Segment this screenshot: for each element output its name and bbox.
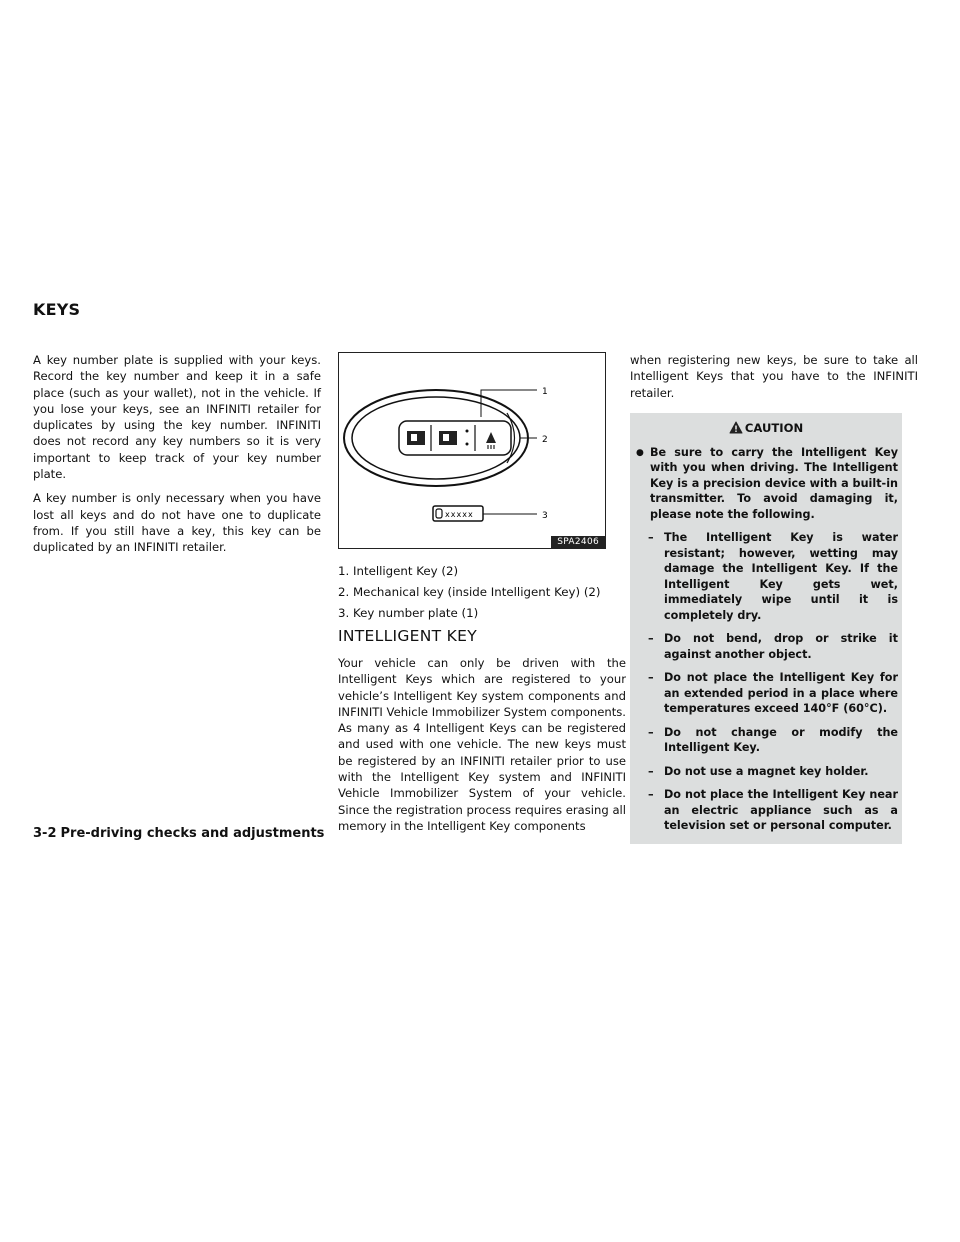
key-plate-paragraph: A key number plate is supplied with your keys. Record the key number and keep it in a safe place (such as your wallet), not in the vehicle. If you lose your keys, see an INFINITI retailer for duplicates by using the key number. INFINITI does not record any key numbers so it is very important to keep track of your key number plate. xyxy=(33,353,321,482)
callout-1: 1 xyxy=(542,387,548,397)
intelligent-key-heading: INTELLIGENT KEY xyxy=(338,627,477,645)
caution-main-text: Be sure to carry the Intelligent Key with you when driving. The Intelligent Key is a precision device with a built-in transmitter. To avoid damaging it, please note the following. xyxy=(650,445,898,521)
plate-text: xxxxx xyxy=(445,510,474,519)
legend-item-key-plate: 3. Key number plate (1) xyxy=(338,606,479,620)
intelligent-key-paragraph: Your vehicle can only be driven with the Intelligent Keys which are registered to your vehicle’s Intelligent Key system components and INFINITI Vehicle Immobilizer System components. As many as 4 Intelligent Keys can be registered and used with one vehicle. The new keys must be registered by an INFINITI retailer prior to use with the Intelligent Key system and INFINITI Vehicle Immobilizer System of your vehicle. Since the registration process requires erasing all memory in the Intelligent Key components xyxy=(338,656,626,833)
panic-button-icon xyxy=(486,432,496,449)
legend-item-intelligent-key: 1. Intelligent Key (2) xyxy=(338,564,459,578)
caution-header xyxy=(630,421,902,435)
figure-id: SPA2406 xyxy=(551,536,605,548)
caution-item: – Do not place the Intelligent Key near an electric appliance such as a television set or personal computer. xyxy=(648,788,898,833)
bullet-icon: ● xyxy=(636,447,644,458)
legend-item-mechanical-key: 2. Mechanical key (inside Intelligent Key) (2) xyxy=(338,585,601,599)
continuation-paragraph: when registering new keys, be sure to take all Intelligent Keys that you have to the INFINITI retailer. xyxy=(630,353,918,400)
caution-item: – Do not bend, drop or strike it against another object. xyxy=(648,632,898,661)
caution-box xyxy=(630,413,902,844)
page-footer xyxy=(33,826,324,841)
key-number-plate xyxy=(433,506,483,521)
caution-main xyxy=(630,445,902,523)
lock-button-icon xyxy=(407,431,425,445)
warning-triangle-icon xyxy=(729,421,743,434)
callout-2: 2 xyxy=(542,435,548,445)
caution-item: – Do not change or modify the Intelligent Key. xyxy=(648,725,898,755)
caution-item: – Do not place the Intelligent Key for an extended period in a place where temperatures exceed 140°F (60°C). xyxy=(648,671,898,716)
column-middle xyxy=(338,352,626,842)
section-title: KEYS xyxy=(33,300,81,319)
figure-legend xyxy=(338,563,626,621)
caution-items xyxy=(630,530,902,834)
key-illustration xyxy=(338,352,606,549)
page-number: 3-2 xyxy=(33,826,57,841)
column-left xyxy=(33,352,321,564)
column-right xyxy=(630,352,918,844)
intelligent-key-drawing xyxy=(339,353,605,548)
unlock-button-icon xyxy=(439,430,469,446)
caution-item: – Do not use a magnet key holder. xyxy=(648,764,869,778)
caution-title: CAUTION xyxy=(744,420,804,435)
callout-3: 3 xyxy=(542,511,548,521)
key-number-paragraph: A key number is only necessary when you have lost all keys and do not have one to duplicate from. If you still have a key, this key can be duplicated by an INFINITI retailer. xyxy=(33,491,321,555)
chapter-title: Pre-driving checks and adjustments xyxy=(60,826,325,841)
caution-item: – The Intelligent Key is water resistant; however, wetting may damage the Intelligent Key. If the Intelligent Key gets wet, immediately wipe until it is completely dry. xyxy=(648,531,898,622)
